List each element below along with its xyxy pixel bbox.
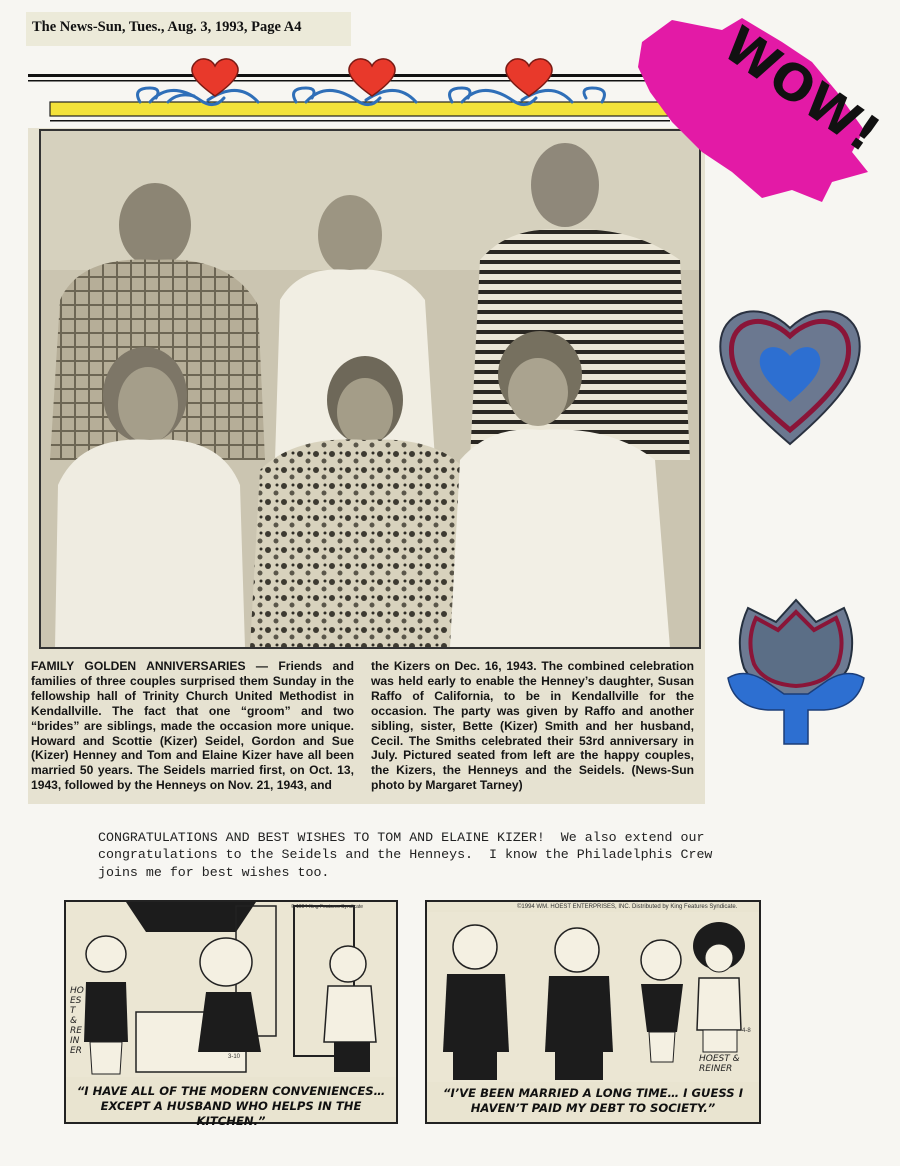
- tulip-sticker: [724, 598, 868, 746]
- comic-left-drawing: [66, 902, 396, 1077]
- heart-scroll-banner: [28, 52, 673, 134]
- comic-right-date: 4-8: [742, 1028, 751, 1034]
- photo-caption-column-2: the Kizers on Dec. 16, 1943. The combined celebration was held early to enable the Henney’s daughter, Susan Raffo of California, to be in Kendallville for the occasion. The party was given by Raffo and another sibling, sister, Bette (Kizer) Smith and her husband, Cecil. The Smiths celebrated their 53rd anniversary in July. Pictured seated from left are the happy couples, the Kizers, the Henneys and the Seidels. (News-Sun photo by Margaret Tarney): [371, 659, 694, 793]
- heart-sticker: [716, 298, 864, 448]
- comic-strip-right: [425, 900, 761, 1124]
- photo-caption-column-1: FAMILY GOLDEN ANNIVERSARIES — Friends and families of three couples surprised them Sunday in the fellowship hall of Trinity Church United Methodist in Kendallville. The fact that one “groom” and two “brides” are siblings, made the occasion more unique. Howard and Scottie (Kizer) Seidel, Gordon and Sue (Kizer) Henney and Tom and Elaine Kizer have all been married 50 years. The Seidels married first, on Oct. 13, 1943, followed by the Henneys on Nov. 21, 1943, and: [31, 659, 354, 793]
- comic-left-copyright: © 1994 King Features Syndicate: [291, 904, 364, 910]
- comic-right-caption: “I’VE BEEN MARRIED A LONG TIME… I GUESS I HAVEN’T PAID MY DEBT TO SOCIETY.”: [442, 1086, 744, 1115]
- wow-sticker: [632, 12, 891, 208]
- newspaper-dateline: The News-Sun, Tues., Aug. 3, 1993, Page A4: [32, 19, 302, 35]
- comic-strip-left: [64, 900, 398, 1128]
- anniversary-photo: [40, 130, 700, 648]
- comic-left-caption: “I HAVE ALL OF THE MODERN CONVENIENCES… EXCEPT A HUSBAND WHO HELPS IN THE KITCHEN.”: [76, 1084, 386, 1128]
- comic-left-signature: HOEST & REINER: [70, 986, 84, 1056]
- newspaper-dateline-clipping: [26, 12, 351, 46]
- wow-text: WOW!: [713, 15, 891, 164]
- comic-right-signature: HOEST & REINER: [699, 1054, 740, 1074]
- congratulations-message: CONGRATULATIONS AND BEST WISHES TO TOM AND ELAINE KIZER! We also extend our congratulations to the Seidels and the Henneys. I know the Philadelphis Crew joins me for best wishes too.: [98, 830, 713, 880]
- comic-right-copyright: ©1994 WM. HOEST ENTERPRISES, INC. Distributed by King Features Syndicate.: [517, 904, 738, 910]
- comic-left-date: 3-10: [228, 1054, 241, 1060]
